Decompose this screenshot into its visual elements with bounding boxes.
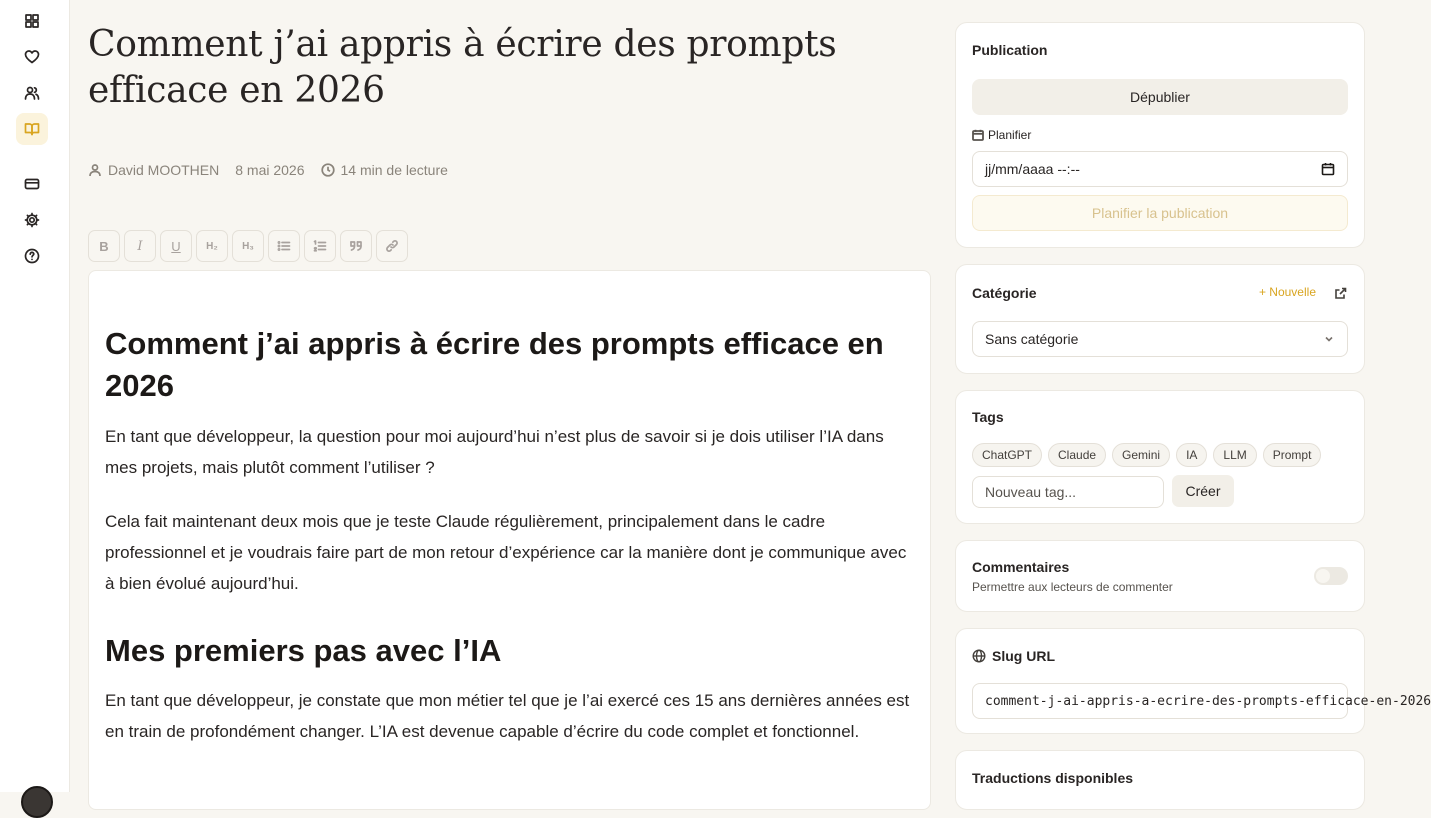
- author-name: David MOOTHEN: [108, 162, 220, 178]
- tag-chip[interactable]: ChatGPT: [972, 443, 1042, 467]
- heading3-button[interactable]: [232, 230, 264, 262]
- editor-paragraph: Cela fait maintenant deux mois que je teste Claude régulièrement, principalement dans le cadre professionnel et je voudrais faire part de mon retour d’expérience car la manière dont je communique avec à bien évolué aujourd’hui.: [105, 512, 907, 593]
- read-time-meta: [321, 162, 448, 178]
- tag-chip[interactable]: Prompt: [1263, 443, 1322, 467]
- globe-icon: [972, 649, 986, 663]
- underline-icon: U: [171, 238, 181, 254]
- dashboard-icon: [24, 13, 40, 29]
- tag-chip[interactable]: IA: [1176, 443, 1207, 467]
- nav-articles-button[interactable]: [16, 113, 48, 145]
- bold-button[interactable]: [88, 230, 120, 262]
- ordered-list-icon: [313, 239, 327, 253]
- slug-panel: [955, 628, 1431, 734]
- comments-toggle[interactable]: [1314, 567, 1348, 585]
- category-selected: Sans catégorie: [985, 331, 1079, 347]
- tag-chip[interactable]: Claude: [1048, 443, 1106, 467]
- nav-settings-button[interactable]: [16, 204, 48, 236]
- bold-icon: B: [99, 238, 109, 254]
- tags-panel: [955, 390, 1365, 524]
- link-button[interactable]: [376, 230, 408, 262]
- schedule-label-text: Planifier: [988, 128, 1032, 142]
- user-icon: [88, 163, 102, 177]
- read-time: 14 min de lecture: [340, 162, 448, 178]
- book-open-icon: [24, 121, 40, 137]
- nav-dashboard-button[interactable]: [16, 5, 48, 37]
- quote-button[interactable]: [340, 230, 372, 262]
- slug-value: comment-j-ai-appris-a-ecrire-des-prompts-efficace-en-2026: [985, 693, 1431, 709]
- gear-icon: [24, 212, 40, 228]
- translations-title: Traductions disponibles: [972, 770, 1134, 786]
- publish-date: 8 mai 2026: [235, 162, 305, 178]
- new-tag-placeholder: Nouveau tag...: [985, 484, 1077, 500]
- bullet-list-button[interactable]: [268, 230, 300, 262]
- comments-panel: [955, 540, 1365, 612]
- publication-title: Publication: [972, 42, 1048, 58]
- category-title: Catégorie: [972, 285, 1037, 301]
- comments-title: Commentaires: [972, 559, 1070, 575]
- user-avatar[interactable]: [21, 786, 53, 818]
- editor-paragraph: En tant que développeur, la question pour moi aujourd’hui n’est plus de savoir si je dois utiliser l’IA dans mes projets, mais plutôt comment l’utiliser ?: [105, 427, 884, 477]
- nav-help-button[interactable]: [16, 240, 48, 272]
- heading2-button[interactable]: [196, 230, 228, 262]
- datetime-placeholder: jj/mm/aaaa --:--: [985, 161, 1080, 177]
- slug-title: Slug URL: [992, 648, 1055, 664]
- italic-icon: I: [137, 238, 143, 254]
- slug-input[interactable]: [972, 683, 1431, 719]
- calendar-icon[interactable]: [1321, 162, 1335, 176]
- bullet-list-icon: [277, 239, 291, 253]
- tag-chip[interactable]: LLM: [1213, 443, 1256, 467]
- schedule-label: [972, 128, 1031, 142]
- underline-button[interactable]: [160, 230, 192, 262]
- ordered-list-button[interactable]: [304, 230, 336, 262]
- page-title[interactable]: Comment j’ai appris à écrire des prompts efficace en 2026: [88, 24, 837, 111]
- schedule-publication-button[interactable]: Planifier la publication: [972, 195, 1348, 231]
- article-meta: [88, 162, 464, 178]
- external-link-icon[interactable]: [1334, 287, 1347, 300]
- category-panel: [955, 264, 1365, 374]
- heading2-icon: H₂: [206, 240, 218, 252]
- date-meta: [235, 162, 304, 178]
- credit-card-icon: [24, 176, 40, 192]
- clock-icon: [321, 163, 335, 177]
- comments-description: Permettre aux lecteurs de commenter: [972, 580, 1173, 594]
- heart-icon: [24, 49, 40, 65]
- translations-panel: [955, 750, 1365, 810]
- sidebar: [0, 0, 70, 792]
- category-select[interactable]: [972, 321, 1348, 357]
- users-icon: [24, 85, 40, 101]
- italic-button[interactable]: [124, 230, 156, 262]
- nav-favorites-button[interactable]: [16, 41, 48, 73]
- link-icon: [385, 239, 399, 253]
- tag-chip[interactable]: Gemini: [1112, 443, 1170, 467]
- author-meta: [88, 162, 219, 178]
- nav-billing-button[interactable]: [16, 168, 48, 200]
- unpublish-button[interactable]: Dépublier: [972, 79, 1348, 115]
- tags-title: Tags: [972, 409, 1004, 425]
- new-tag-input[interactable]: [972, 476, 1164, 508]
- nav-users-button[interactable]: [16, 77, 48, 109]
- help-circle-icon: [24, 248, 40, 264]
- chevron-down-icon: [1323, 333, 1335, 345]
- article-editor[interactable]: [88, 270, 931, 810]
- schedule-datetime-input[interactable]: [972, 151, 1348, 187]
- editor-heading-2: Mes premiers pas avec l’IA: [105, 633, 502, 668]
- calendar-icon: [972, 129, 984, 141]
- publication-panel: [955, 22, 1365, 248]
- editor-toolbar: [88, 230, 412, 262]
- tag-list: [972, 443, 1327, 467]
- quote-icon: [349, 239, 363, 253]
- create-tag-button[interactable]: Créer: [1172, 475, 1234, 507]
- slug-header: [972, 648, 1055, 664]
- heading3-icon: H₃: [242, 240, 254, 252]
- editor-heading-1: Comment j’ai appris à écrire des prompts efficace en 2026: [105, 326, 884, 403]
- editor-paragraph: En tant que développeur, je constate que mon métier tel que je l’ai exercé ces 15 ans dernières années est en train de profondément changer. L’IA est devenue capable d’écrire du code complet et fonctionnel.: [105, 691, 910, 741]
- new-category-button[interactable]: + Nouvelle: [1258, 285, 1316, 299]
